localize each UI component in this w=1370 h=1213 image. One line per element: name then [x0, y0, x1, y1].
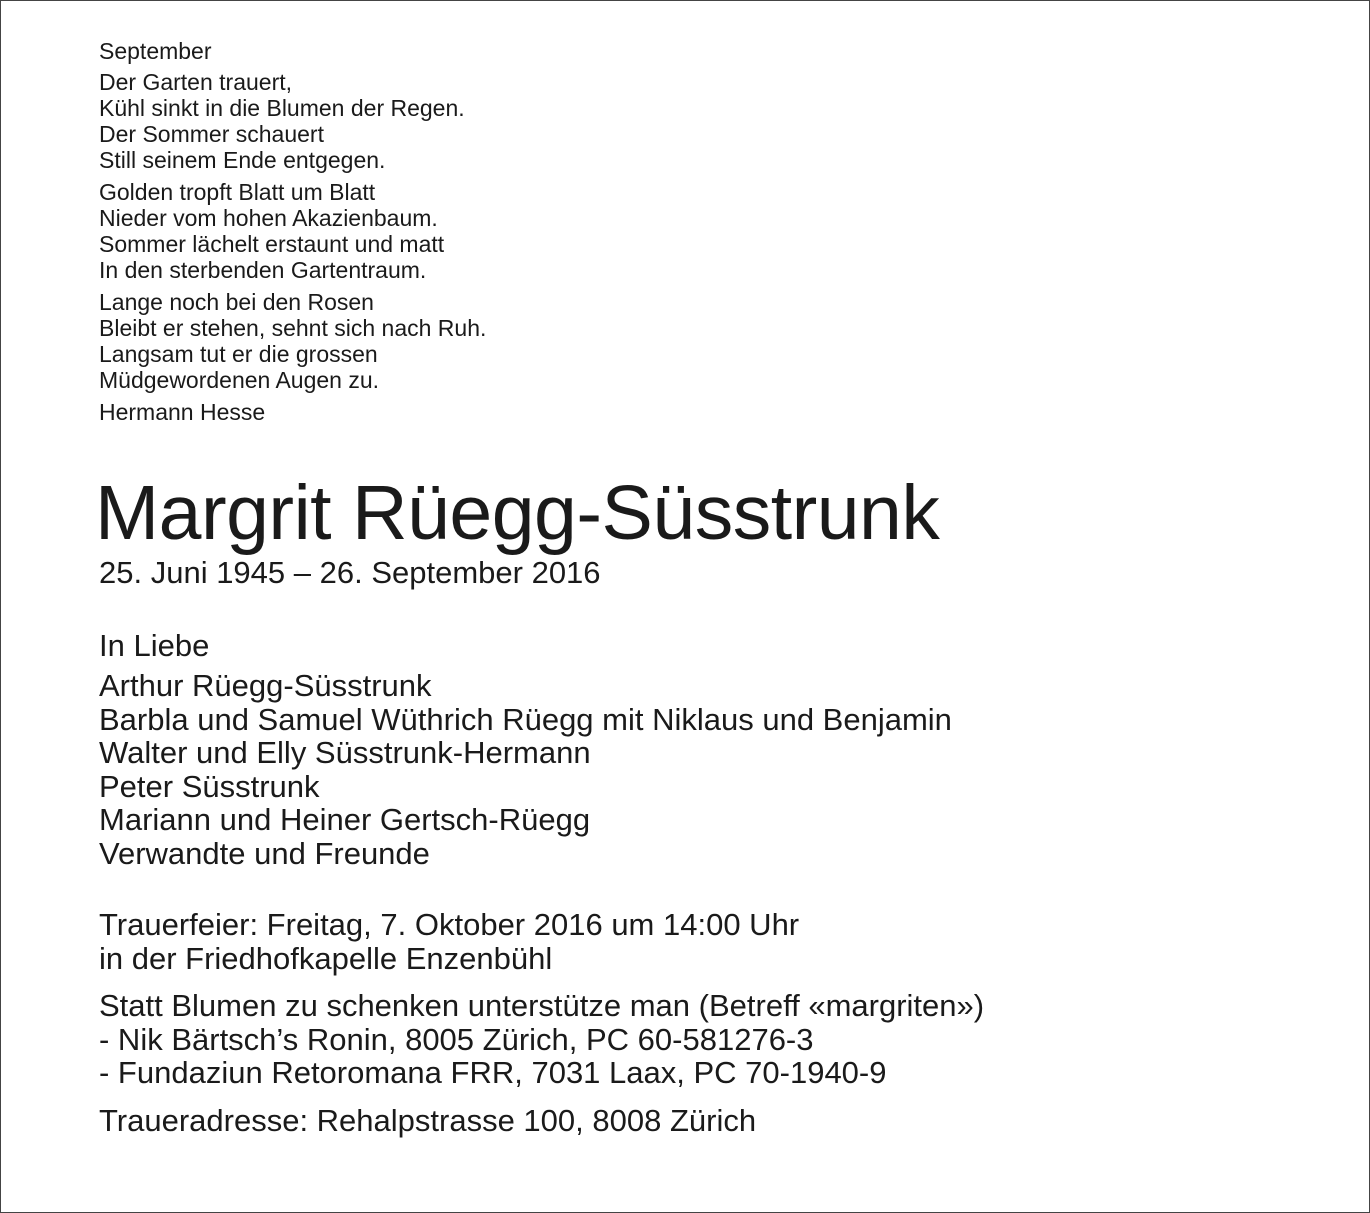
poem-line: Langsam tut er die grossen: [99, 341, 378, 367]
donation-intro: Statt Blumen zu schenken unterstütze man (Betreff «margriten»): [99, 988, 985, 1023]
mourner-name: Mariann und Heiner Gertsch-Rüegg: [99, 802, 591, 837]
mourning-address: Traueradresse: Rehalpstrasse 100, 8008 Zürich: [99, 1102, 757, 1138]
poem-line: Der Sommer schauert: [99, 121, 324, 147]
donation-recipient: - Fundaziun Retoromana FRR, 7031 Laax, PC 70-1940-9: [99, 1055, 887, 1090]
mourner-name: Verwandte und Freunde: [99, 835, 430, 871]
poem-stanza: [99, 179, 1299, 283]
poem-stanza: [99, 289, 1299, 393]
life-dates: 25. Juni 1945 – 26. September 2016: [99, 555, 601, 590]
donation-recipient: - Nik Bärtsch’s Ronin, 8005 Zürich, PC 60-581276-3: [99, 1021, 814, 1057]
deceased-name: Margrit Rüegg-Süsstrunk: [95, 470, 940, 556]
poem-title: September: [99, 38, 212, 64]
mourner-name: Barbla und Samuel Wüthrich Rüegg mit Niklaus und Benjamin: [99, 701, 952, 737]
obituary-notice: [95, 38, 1299, 1138]
service-datetime: Trauerfeier: Freitag, 7. Oktober 2016 um 14:00 Uhr: [99, 907, 800, 942]
poem-stanza: [99, 69, 1299, 173]
funeral-service-info: [99, 908, 1299, 975]
poem: [99, 38, 1299, 425]
poem-line: Kühl sinkt in die Blumen der Regen.: [99, 95, 465, 121]
poem-line: Nieder vom hohen Akazienbaum.: [99, 205, 438, 231]
poem-line: Still seinem Ende entgegen.: [99, 147, 386, 173]
poem-line: In den sterbenden Gartentraum.: [99, 257, 427, 283]
mourners-list: [99, 669, 1299, 870]
poem-line: Lange noch bei den Rosen: [99, 289, 374, 315]
poem-line: Der Garten trauert,: [99, 69, 293, 95]
mourner-name: Arthur Rüegg-Süsstrunk: [99, 668, 432, 703]
mourner-name: Peter Süsstrunk: [99, 768, 320, 804]
poem-author: Hermann Hesse: [99, 399, 266, 425]
donation-info: [99, 989, 1299, 1090]
poem-line: Müdgewordenen Augen zu.: [99, 367, 380, 393]
mourners-heading: In Liebe: [99, 628, 210, 663]
poem-line: Sommer lächelt erstaunt und matt: [99, 231, 445, 257]
service-location: in der Friedhofkapelle Enzenbühl: [99, 940, 553, 976]
poem-line: Bleibt er stehen, sehnt sich nach Ruh.: [99, 315, 487, 341]
mourner-name: Walter und Elly Süsstrunk-Hermann: [99, 735, 591, 770]
poem-line: Golden tropft Blatt um Blatt: [99, 179, 376, 205]
